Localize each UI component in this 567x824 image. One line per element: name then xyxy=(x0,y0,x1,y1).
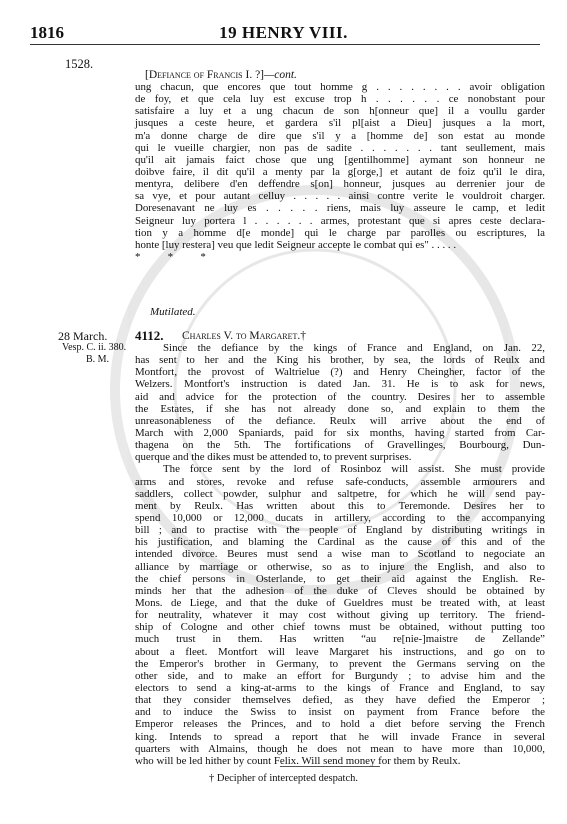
text-line: the Emperor's brother in Germany, to prevent the Germans serving on the xyxy=(135,657,545,670)
text-line: Emperor releases the Princes, and to hold a diet before serving the French xyxy=(135,718,545,731)
text-line: bill ; and to practise with the people of England by distributing writings in xyxy=(135,524,545,537)
text-line: the Estates, if she has not already done so, and explain to them the xyxy=(135,402,545,415)
text-line: mentyra, delibere d'en deffendre s[on] honneur, jusques au derrenier jour de xyxy=(135,178,545,191)
text-line: Montfort, the provost of Waltrielue (?) and Henry Cheingher, factor of the xyxy=(135,366,545,379)
text-line: Welzers. Montfort's instruction is dated Jan. 31. He is to ask for news, xyxy=(135,378,545,391)
text-line: quarters with Almains, though he does not mean to have more than 10,000, xyxy=(135,742,545,755)
text-line: alliance by marriage or otherwise, so as to injure the English, and also to xyxy=(135,560,545,573)
text-line: Mons. de Liege, and that the duke of Gueldres must be treated with, at least xyxy=(135,596,545,609)
text-line: de foy, et que cela luy est excuse trop h . . . . . . ce nonobstant pour xyxy=(135,93,545,106)
text-line: jusques a ceste heure, et gardera s'il pl[aist a Dieu] jusques a la mort, xyxy=(135,117,545,130)
text-line: intended divorce. Beures must send a wise man to Scotland to negociate an xyxy=(135,548,545,561)
text-line: much trust in them. Has written “au re[nie-]maistre de Zellande” xyxy=(135,633,545,646)
text-line: has sent to her and the King his brother, by sea, the lords of Reulx and xyxy=(135,354,545,367)
text-line: that they consider themselves defied, as they have defied the Emperor ; xyxy=(135,694,545,707)
text-line: Since the defiance by the kings of France and England, on Jan. 22, xyxy=(163,342,545,354)
continuation-title-text: [Defiance of Francis I. ?] xyxy=(145,69,265,81)
entry-title: Charles V. to Margaret.† xyxy=(182,330,307,342)
footnote: † Decipher of intercepted despatch. xyxy=(209,773,358,784)
entry-continuation-title xyxy=(145,69,297,81)
text-line: about a fleet. Montfort will leave Margaret his instructions, and go on to xyxy=(135,645,545,658)
text-line: ship of Cologne and other chief towns must be obtained, without putting too xyxy=(135,621,545,634)
text-line: king. Intends to spread a report that he will invade France in several xyxy=(135,730,545,743)
entry-date: 28 March. xyxy=(58,329,108,343)
text-line: doibve faire, il dit qu'il a menty par la g[orge,] et autant de foiz qu'il le dira, xyxy=(135,165,545,178)
text-line: arms and stores, revoke and refuse safe-conducts, assemble armourers and xyxy=(135,475,545,488)
running-title: 19 HENRY VIII. xyxy=(219,23,348,42)
footnote-rule xyxy=(280,766,380,767)
manuscript-location: B. M. xyxy=(86,354,110,365)
mutilated-note: Mutilated. xyxy=(150,306,196,318)
text-line: Doresenavant ne luy es . . . . . riens, mais luy asseure le camp, et ledit xyxy=(135,202,545,215)
text-line: and to induce the Swiss to insist on payment from France before the xyxy=(135,706,545,719)
header-rule xyxy=(30,44,540,45)
text-line: spend 10,000 or 12,000 ducats in artillery, according to the accompanying xyxy=(135,511,545,524)
text-line: electors to send a king-at-arms to the kings of France and England, to say xyxy=(135,681,545,694)
text-line: qui le vueille chargier, non pas de sadite . . . . . . . tant seullement, mais xyxy=(135,141,545,154)
continuation-suffix: —cont. xyxy=(264,69,297,81)
text-line: honte [luy restera] veu que ledit Seigneur accepte le combat qui es" . . . . . xyxy=(135,238,457,251)
entry-year: 1528. xyxy=(65,57,94,71)
page-number: 1816 xyxy=(30,23,64,42)
manuscript-reference: Vesp. C. ii. 380. xyxy=(62,342,127,353)
text-line: ment by Reulx. Has written about this to Teremonde. Desires her to xyxy=(135,499,545,512)
entry-number: 4112. xyxy=(135,328,164,343)
text-line: Seigneur luy portera l . . . . . . armes, protestant que si apres ceste declara- xyxy=(135,214,545,227)
text-line: thagena on the 5th. The fortifications of Gravellinges, Bourbourg, Dun- xyxy=(135,439,545,452)
text-line: the chief persons in Osterlande, to get their aid against the English. Re- xyxy=(135,572,545,585)
text-line: unreasonableness of the defiance. Reulx will arrive about the end of xyxy=(135,414,545,427)
text-line: saddlers, collect powder, sulphur and saltpetre, for which he will send pay- xyxy=(135,487,545,500)
entry1-text xyxy=(135,81,545,263)
text-line: his justification, and blaming the Cardinal as the cause of this and of the xyxy=(135,536,545,549)
text-line: ung chacun, que encores que tout homme g . . . . . . . . avoir obligation xyxy=(135,81,545,93)
text-line: querque and the dikes must be attended to, to prevent surprises. xyxy=(135,451,412,464)
text-line: March with 2,000 Spaniards, paid for six months, having started from Car- xyxy=(135,426,545,439)
text-line: aid and advice for the protection of the country. Desires her to assemble xyxy=(135,390,545,403)
text-line: satisfaire a luy et a ung chacun de son h[onneur que] il a voullu garder xyxy=(135,105,545,118)
text-line: for neutrality, whatever it may cost without giving up territory. The friend- xyxy=(135,609,545,622)
text-line: who will be led hither by count Felix. Will send money for them by Reulx. xyxy=(135,754,461,767)
entry2-text xyxy=(135,342,545,767)
text-line: m'a donne charge de dire que s'il y a [homme de] son estat au monde xyxy=(135,129,545,142)
text-line: qu'il ait jamais faict chose que ung [gentilhomme] aymant son honneur ne xyxy=(135,153,545,166)
text-line: sa vye, et pour autant celluy . . . . . ainsi contre verite le vouldroit charger. xyxy=(135,190,545,203)
text-line: minds her that the adhesion of the duke of Cleves should be obtained by xyxy=(135,584,545,597)
text-line: tion y a homme d[e monde] qui le charge par parolles ou escriptures, la xyxy=(135,226,545,239)
text-line: other side, and to make an effort for Burgundy ; to advise him and the xyxy=(135,669,545,682)
text-line: * * * xyxy=(135,250,206,263)
text-line: The force sent by the lord of Rosinboz will assist. She must provide xyxy=(163,463,545,476)
